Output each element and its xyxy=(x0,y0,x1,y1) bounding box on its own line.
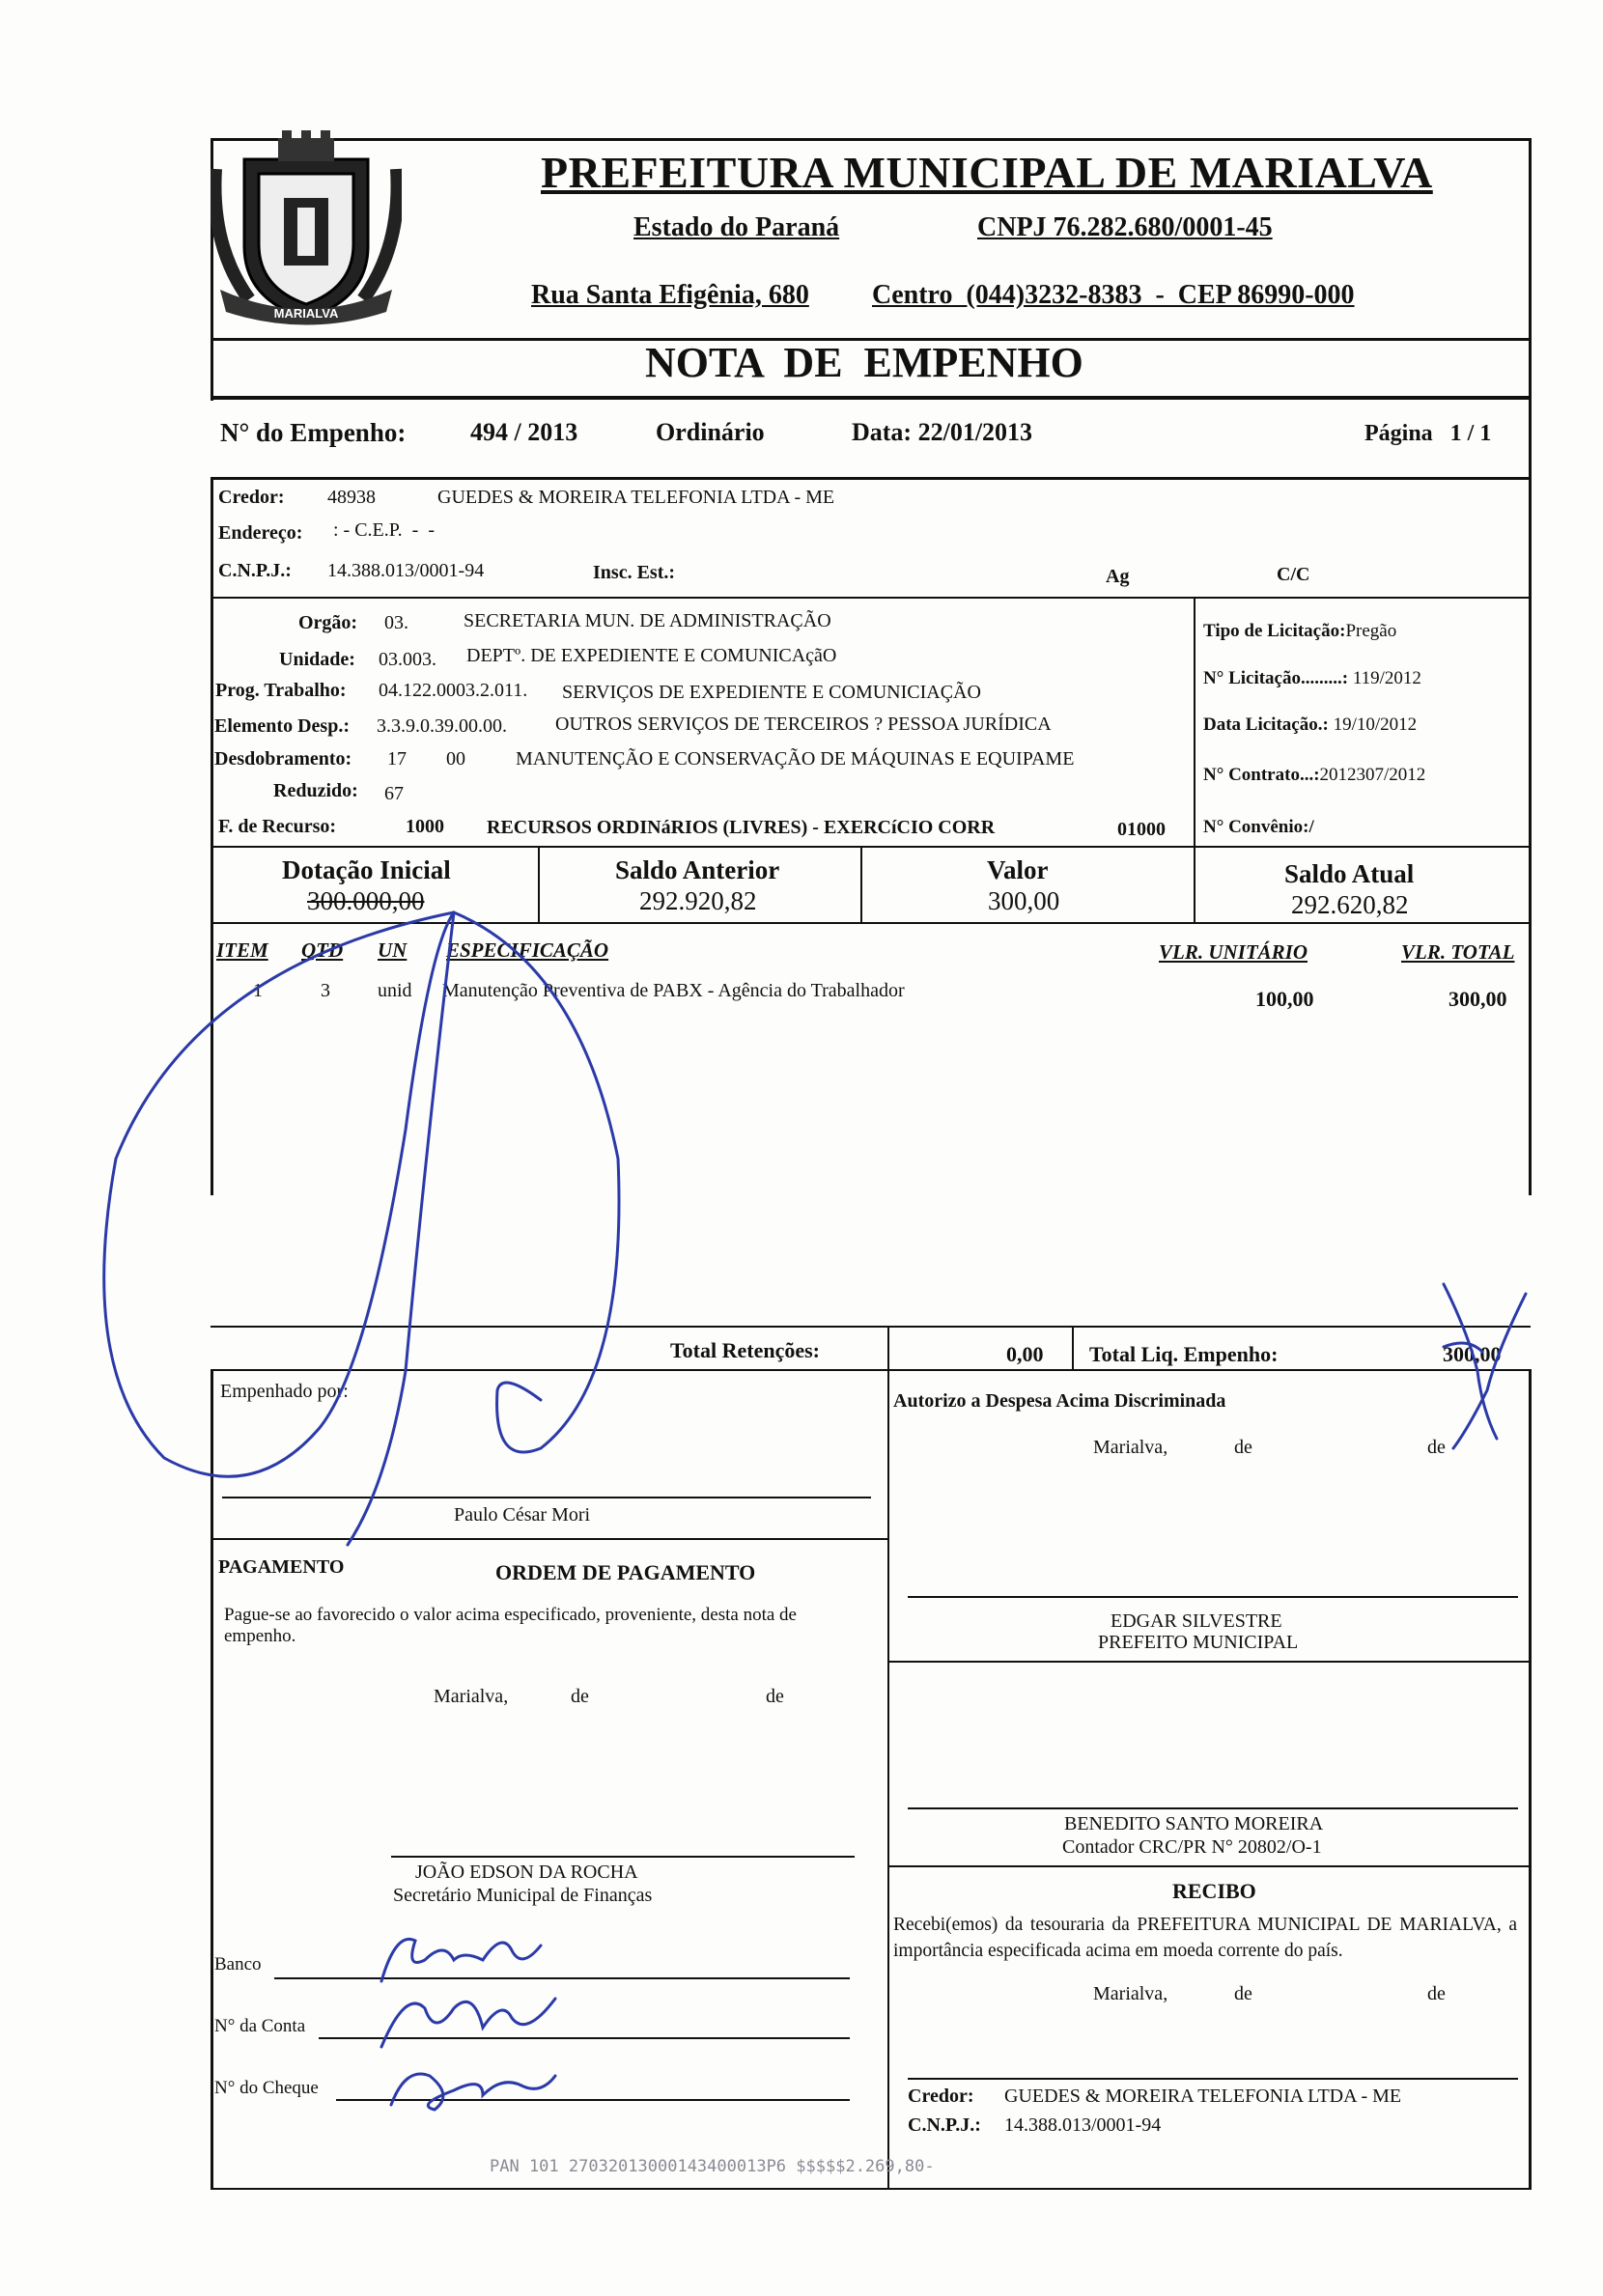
tipo-licitacao xyxy=(1203,621,1396,642)
conta-label: N° da Conta xyxy=(214,2016,306,2036)
numero-licitacao xyxy=(1203,668,1421,689)
prog-trabalho-code: 04.122.0003.2.011. xyxy=(379,680,528,701)
fonte-recurso-code: 1000 xyxy=(406,816,444,837)
recibo-credor-name: GUEDES & MOREIRA TELEFONIA LTDA - ME xyxy=(1004,2086,1402,2107)
credor-code: 48938 xyxy=(327,487,376,508)
row-vlr-total: 300,00 xyxy=(1448,987,1507,1011)
recibo-de-1: de xyxy=(1234,1983,1252,2004)
fonte-recurso-desc: RECURSOS ORDINáRIOS (LIVRES) - EXERCíCIO CORR xyxy=(487,817,996,838)
dotacao-inicial-label: Dotação Inicial xyxy=(282,855,451,884)
empenhado-por-label: Empenhado por: xyxy=(220,1381,349,1402)
row-item: 1 xyxy=(253,980,263,1001)
credor-label: Credor: xyxy=(218,487,285,508)
col-header-qtd: QTD xyxy=(301,938,344,962)
desdobramento-label: Desdobramento: xyxy=(214,748,352,770)
prefeito-title: PREFEITO MUNICIPAL xyxy=(1098,1632,1299,1653)
cheque-label: N° do Cheque xyxy=(214,2078,319,2098)
numero-licitacao-label: N° Licitação.........: xyxy=(1203,668,1349,688)
row-especificacao: Manutenção Preventiva de PABX - Agência do Trabalhador xyxy=(442,980,905,1001)
contador-title: Contador CRC/PR N° 20802/O-1 xyxy=(1062,1836,1322,1858)
prog-trabalho-label: Prog. Trabalho: xyxy=(215,680,347,701)
col-header-item: ITEM xyxy=(216,938,268,962)
total-liq-label: Total Liq. Empenho: xyxy=(1089,1342,1279,1366)
desdobramento-code-2: 00 xyxy=(446,748,465,770)
pagamento-de-2: de xyxy=(766,1686,784,1707)
endereco-label: Endereço: xyxy=(218,522,303,544)
unidade-code: 03.003. xyxy=(379,649,436,670)
pagamento-de-1: de xyxy=(571,1686,589,1707)
total-liq-value: 300,00 xyxy=(1443,1342,1502,1366)
numero-licitacao-value: 119/2012 xyxy=(1352,668,1421,688)
municipality-cnpj: CNPJ 76.282.680/0001-45 xyxy=(977,212,1273,242)
pagamento-place: Marialva, xyxy=(434,1686,509,1707)
prefeito-name: EDGAR SILVESTRE xyxy=(1111,1610,1282,1632)
cnpj-value: 14.388.013/0001-94 xyxy=(327,560,485,581)
dotacao-inicial-value: 300.000,00 xyxy=(307,886,425,915)
elemento-label: Elemento Desp.: xyxy=(214,715,350,737)
tipo-licitacao-value: Pregão xyxy=(1345,621,1397,641)
autorizo-label: Autorizo a Despesa Acima Discriminada xyxy=(893,1390,1226,1412)
recibo-text: Recebi(emos) da tesouraria da PREFEITURA MUNICIPAL DE MARIALVA, a importância especificada acima em moeda corrente do país. xyxy=(893,1915,1517,1961)
empenho-number: 494 / 2013 xyxy=(470,418,578,446)
insc-est-label: Insc. Est.: xyxy=(593,562,676,583)
saldo-anterior-value: 292.920,82 xyxy=(639,886,757,915)
recibo-credor-label: Credor: xyxy=(908,2086,974,2107)
page-indicator: Página 1 / 1 xyxy=(1364,421,1492,446)
reduzido-label: Reduzido: xyxy=(273,780,358,801)
address-details: Centro (044)3232-8383 - CEP 86990-000 xyxy=(872,280,1355,310)
contador-name: BENEDITO SANTO MOREIRA xyxy=(1064,1813,1324,1834)
state-name: Estado do Paraná xyxy=(633,212,840,242)
pagamento-text: Pague-se ao favorecido o valor acima especificado, proveniente, desta nota de empenho. xyxy=(224,1605,797,1646)
autorizo-de-1: de xyxy=(1234,1437,1252,1458)
autorizo-place: Marialva, xyxy=(1093,1437,1168,1458)
numero-contrato-value: 2012307/2012 xyxy=(1319,765,1426,785)
valor-label: Valor xyxy=(987,855,1049,884)
unidade-label: Unidade: xyxy=(279,649,355,670)
recibo-cnpj-label: C.N.P.J.: xyxy=(908,2114,981,2136)
data-licitacao-label: Data Licitação.: xyxy=(1203,714,1329,735)
numero-contrato xyxy=(1203,765,1425,786)
total-retencoes-label: Total Retenções: xyxy=(670,1338,820,1362)
pagamento-label: PAGAMENTO xyxy=(218,1556,345,1578)
col-header-especificacao: ESPECIFICAÇÃO xyxy=(446,938,609,962)
conta-corrente-label: C/C xyxy=(1277,564,1310,585)
data-licitacao-value: 19/10/2012 xyxy=(1333,714,1418,735)
row-un: unid xyxy=(378,980,412,1001)
recibo-place: Marialva, xyxy=(1093,1983,1168,2004)
empenhado-por-name: Paulo César Mori xyxy=(454,1504,591,1526)
tipo-licitacao-label: Tipo de Licitação: xyxy=(1203,621,1346,641)
empenho-type: Ordinário xyxy=(656,418,765,446)
banco-label: Banco xyxy=(214,1954,262,1974)
recibo-cnpj-value: 14.388.013/0001-94 xyxy=(1004,2114,1162,2136)
fonte-recurso-label: F. de Recurso: xyxy=(218,816,337,837)
empenho-number-label: N° do Empenho: xyxy=(220,418,407,447)
endereco-value: : - C.E.P. - - xyxy=(333,519,435,541)
col-header-un: UN xyxy=(378,938,408,962)
desdobramento-desc: MANUTENÇÃO E CONSERVAÇÃO DE MÁQUINAS E EQUIPAME xyxy=(516,748,1075,770)
total-retencoes-value: 0,00 xyxy=(1006,1342,1044,1366)
crest-ribbon-text: MARIALVA xyxy=(273,306,339,321)
prog-trabalho-desc: SERVIÇOS DE EXPEDIENTE E COMUNICIAÇÃO xyxy=(562,682,981,703)
recibo-de-2: de xyxy=(1427,1983,1446,2004)
unidade-desc: DEPTº. DE EXPEDIENTE E COMUNICAçãO xyxy=(466,645,837,666)
col-header-vlr-total: VLR. TOTAL xyxy=(1401,940,1515,964)
saldo-atual-value: 292.620,82 xyxy=(1291,890,1409,919)
autorizo-de-2: de xyxy=(1427,1437,1446,1458)
row-qtd: 3 xyxy=(321,980,330,1001)
secretario-title: Secretário Municipal de Finanças xyxy=(393,1885,653,1906)
reduzido-value: 67 xyxy=(384,783,404,804)
fonte-recurso-code-2: 01000 xyxy=(1117,819,1166,840)
empenho-date: Data: 22/01/2013 xyxy=(852,418,1033,446)
recibo-title: RECIBO xyxy=(1172,1879,1256,1903)
saldo-atual-label: Saldo Atual xyxy=(1284,859,1415,888)
numero-convenio: N° Convênio:/ xyxy=(1203,817,1314,837)
saldo-anterior-label: Saldo Anterior xyxy=(615,855,780,884)
orgao-code: 03. xyxy=(384,612,408,633)
data-licitacao xyxy=(1203,714,1417,736)
agencia-label: Ag xyxy=(1106,566,1130,587)
row-vlr-unitario: 100,00 xyxy=(1255,987,1314,1011)
ordem-pagamento-title: ORDEM DE PAGAMENTO xyxy=(495,1560,756,1584)
elemento-code: 3.3.9.0.39.00.00. xyxy=(377,715,507,737)
orgao-desc: SECRETARIA MUN. DE ADMINISTRAÇÃO xyxy=(464,610,831,631)
municipality-title: PREFEITURA MUNICIPAL DE MARIALVA xyxy=(541,148,1433,197)
orgao-label: Orgão: xyxy=(298,612,358,633)
municipal-crest-logo xyxy=(211,130,402,335)
elemento-desc: OUTROS SERVIÇOS DE TERCEIROS ? PESSOA JURÍDICA xyxy=(555,714,1052,735)
valor-value: 300,00 xyxy=(988,886,1060,915)
document-title: NOTA DE EMPENHO xyxy=(645,339,1083,386)
cnpj-label: C.N.P.J.: xyxy=(218,560,292,581)
secretario-name: JOÃO EDSON DA ROCHA xyxy=(415,1862,638,1883)
credor-name: GUEDES & MOREIRA TELEFONIA LTDA - ME xyxy=(437,487,835,508)
numero-contrato-label: N° Contrato...: xyxy=(1203,765,1320,785)
address-street: Rua Santa Efigênia, 680 xyxy=(531,280,809,310)
desdobramento-code-1: 17 xyxy=(387,748,407,770)
bank-authentication-stamp: PAN 101 27032013000143400013P6 $$$$$2.269,80- xyxy=(490,2157,935,2176)
col-header-vlr-unitario: VLR. UNITÁRIO xyxy=(1159,940,1308,964)
